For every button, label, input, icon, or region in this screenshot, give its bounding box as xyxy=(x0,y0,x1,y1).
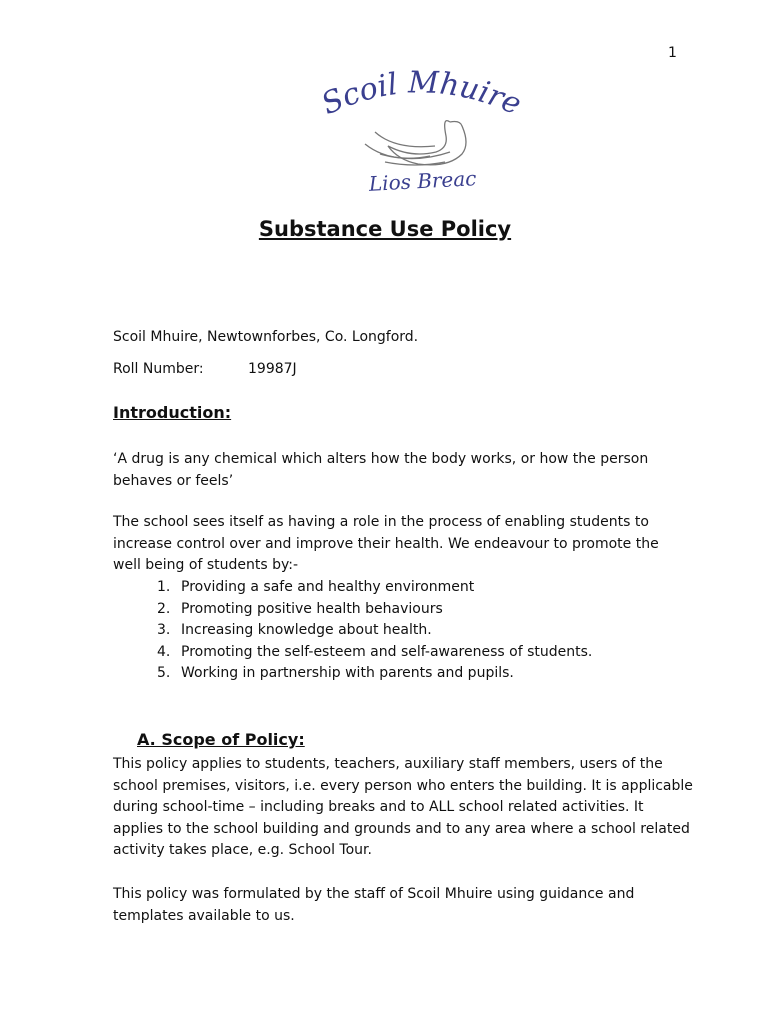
list-item: 1. Providing a safe and healthy environment xyxy=(157,579,475,595)
logo-bottom-text: Lios Breac xyxy=(368,166,477,196)
list-item: 4. Promoting the self-esteem and self-awareness of students. xyxy=(157,643,593,660)
introduction-heading: Introduction: xyxy=(113,403,232,422)
drug-definition-quote: ‘A drug is any chemical which alters how the body works, or how the person behaves or feels’ xyxy=(113,451,649,489)
scope-heading: A. Scope of Policy: xyxy=(137,730,305,749)
school-role-paragraph: The school sees itself as having a role in the process of enabling students to increase control over and improve their health. We endeavour to promote the well being of students by:- xyxy=(113,514,659,573)
list-item: 3. Increasing knowledge about health. xyxy=(157,622,432,638)
swan-icon xyxy=(365,121,466,165)
list-item: 5. Working in partnership with parents and pupils. xyxy=(157,665,514,681)
logo-top-text: Scoil Mhuire xyxy=(316,70,527,123)
scope-paragraph: This policy applies to students, teachers, auxiliary staff members, users of the school premises, visitors, i.e. every person who enters the building. It is applicable during school-time – including breaks and to ALL school related activities. It applies to the school building and grounds and to any area where a school related activity takes place, e.g. School Tour. xyxy=(113,756,693,858)
page-number: 1 xyxy=(668,45,677,61)
roll-number-value: 19987J xyxy=(248,361,297,377)
school-address: Scoil Mhuire, Newtownforbes, Co. Longford. xyxy=(113,329,419,345)
aims-list xyxy=(157,577,592,685)
roll-number-label: Roll Number: xyxy=(113,361,204,377)
document-title: Substance Use Policy xyxy=(258,217,512,241)
school-logo xyxy=(285,70,555,200)
roll-number-row xyxy=(113,359,297,380)
list-item: 2. Promoting positive health behaviours xyxy=(157,600,443,617)
formulation-paragraph: This policy was formulated by the staff of Scoil Mhuire using guidance and templates available to us. xyxy=(113,886,635,924)
